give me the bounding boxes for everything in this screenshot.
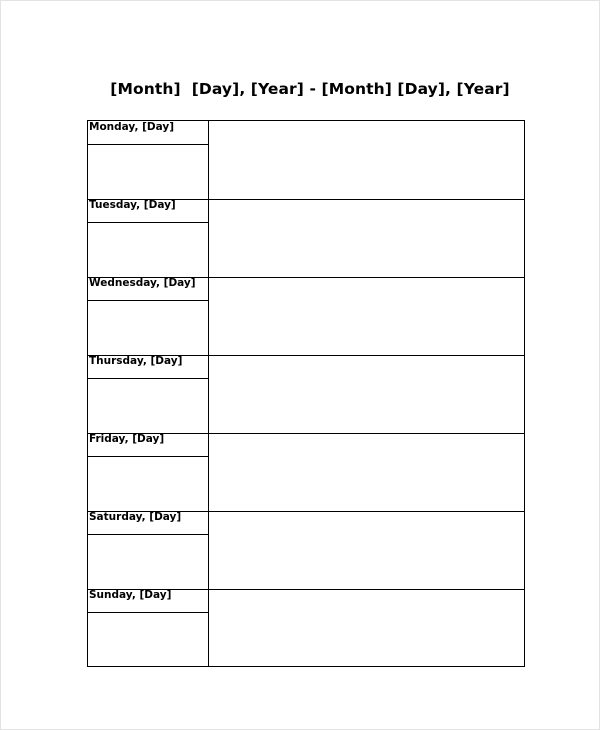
day-label: Tuesday, [Day] xyxy=(88,199,209,223)
day-left-column xyxy=(88,355,209,433)
day-notes-cell[interactable] xyxy=(209,433,524,511)
day-row-monday xyxy=(88,121,524,199)
day-notes-cell[interactable] xyxy=(209,355,524,433)
page-title: [Month] [Day], [Year] - [Month] [Day], [Year] xyxy=(110,80,510,98)
day-label: Saturday, [Day] xyxy=(88,511,209,535)
day-notes-cell[interactable] xyxy=(209,199,524,277)
day-label: Monday, [Day] xyxy=(88,121,209,145)
day-row-wednesday xyxy=(88,277,524,355)
day-notes-cell[interactable] xyxy=(209,277,524,355)
day-time-cell[interactable] xyxy=(88,457,208,511)
day-time-cell[interactable] xyxy=(88,145,208,199)
weekly-schedule-table xyxy=(87,120,525,667)
day-time-cell[interactable] xyxy=(88,613,208,666)
day-row-thursday xyxy=(88,355,524,433)
day-label: Sunday, [Day] xyxy=(88,589,209,613)
day-left-column xyxy=(88,199,209,277)
day-left-column xyxy=(88,277,209,355)
day-notes-cell[interactable] xyxy=(209,511,524,589)
day-left-column xyxy=(88,121,209,199)
day-time-cell[interactable] xyxy=(88,535,208,589)
day-left-column xyxy=(88,589,209,666)
day-time-cell[interactable] xyxy=(88,379,208,433)
day-time-cell[interactable] xyxy=(88,301,208,355)
day-label: Wednesday, [Day] xyxy=(88,277,209,301)
day-row-saturday xyxy=(88,511,524,589)
day-notes-cell[interactable] xyxy=(209,121,524,199)
day-left-column xyxy=(88,511,209,589)
day-label: Friday, [Day] xyxy=(88,433,209,457)
day-notes-cell[interactable] xyxy=(209,589,524,666)
day-row-tuesday xyxy=(88,199,524,277)
day-row-sunday xyxy=(88,589,524,666)
day-row-friday xyxy=(88,433,524,511)
day-time-cell[interactable] xyxy=(88,223,208,277)
day-left-column xyxy=(88,433,209,511)
day-label: Thursday, [Day] xyxy=(88,355,209,379)
